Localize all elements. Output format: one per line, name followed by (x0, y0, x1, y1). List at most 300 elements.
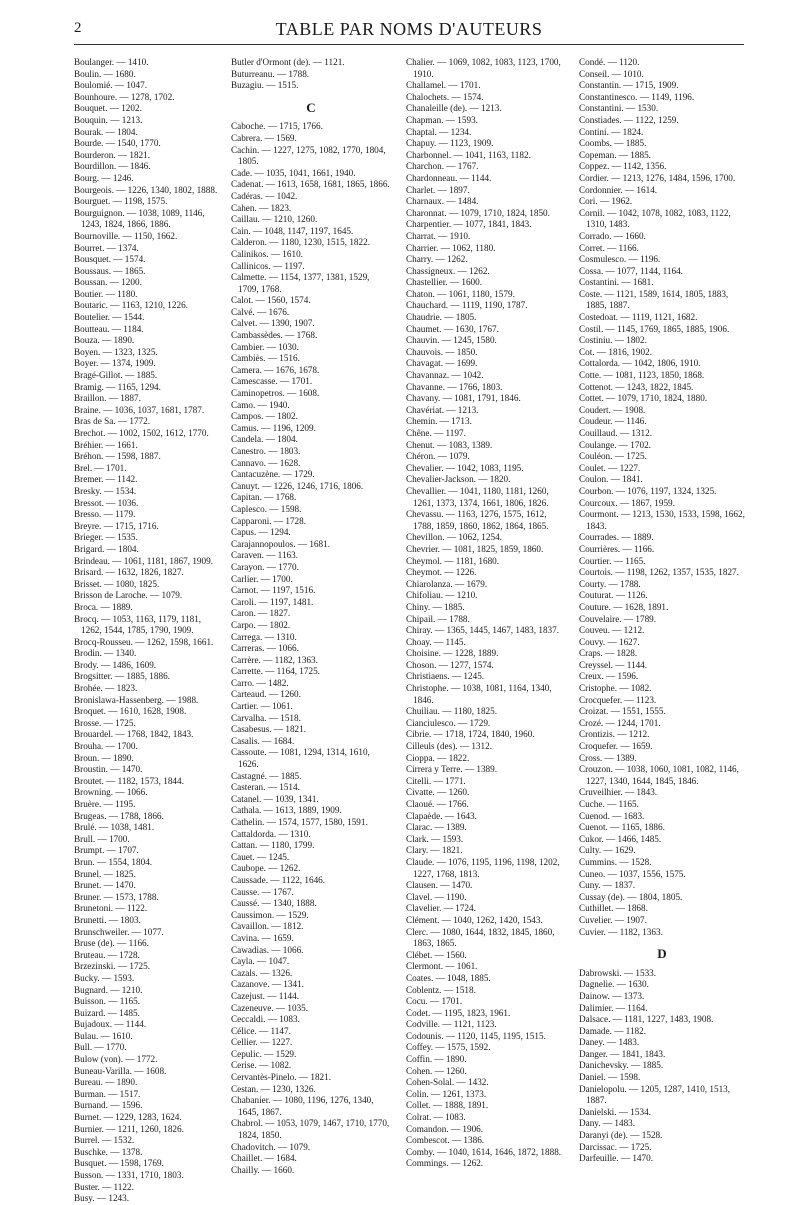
index-entry: Cornil. — 1042, 1078, 1082, 1083, 1122, 1310, 1483. (579, 207, 731, 230)
index-entry: Chavannaz. — 1042. (406, 370, 484, 381)
index-entry: Clapaède. — 1643. (406, 810, 477, 821)
index-entry: Cross. — 1389. (579, 752, 637, 763)
index-entry: Courtois. — 1198, 1262, 1357, 1535, 1827. (579, 567, 739, 578)
index-entry: Bull. — 1770. (74, 1042, 127, 1053)
index-entry: Boyer. — 1374, 1909. (74, 358, 156, 369)
index-entry: Cavina. — 1659. (231, 932, 294, 943)
index-entry: Chavany. — 1081, 1791, 1846. (406, 393, 521, 404)
index-entry: Constantini. — 1530. (579, 103, 659, 114)
index-entry: Cadéras. — 1042. (231, 190, 298, 201)
index-entry: Burrel. — 1532. (74, 1135, 135, 1146)
index-entry: Candela. — 1804. (231, 434, 298, 445)
index-entry: Courrades. — 1889. (579, 532, 654, 543)
index-entry: Brindeau. — 1061, 1181, 1867, 1909. (74, 555, 213, 566)
index-entry: Coste. — 1121, 1589, 1614, 1805, 1883, 1885, 1887. (579, 288, 729, 311)
index-entry: Breyre. — 1715, 1716. (74, 520, 159, 531)
index-entry: Coblentz. — 1518. (406, 984, 476, 995)
index-entry: Dalsace. — 1181, 1227, 1483, 1908. (579, 1014, 714, 1025)
index-entry: Callinicos. — 1197. (231, 260, 305, 271)
index-entry: Chavanne. — 1766, 1803. (406, 381, 503, 392)
index-entry: Chêne. — 1197. (406, 428, 466, 438)
index-entry: Cuvier. — 1182, 1363. (579, 926, 663, 937)
index-entry: Carteaud. — 1260. (231, 689, 301, 700)
index-entry: Canestro. — 1803. (231, 446, 301, 456)
index-entry: Canuyt. — 1226, 1246, 1716, 1806. (231, 480, 364, 491)
index-entry: Cambiès. — 1516. (231, 353, 300, 364)
index-entry: Cuvelier. — 1907. (579, 914, 647, 925)
index-entry: Cristophe. — 1082. (579, 683, 652, 694)
index-entry: Chaptal. — 1234. (406, 126, 472, 137)
index-entry: Brodin. — 1340. (74, 648, 137, 659)
index-entry: Caroli. — 1197, 1481. (231, 596, 314, 607)
index-entry: Cottet. — 1079, 1710, 1824, 1880. (579, 393, 708, 404)
index-entry: Bressot. — 1036. (74, 497, 139, 508)
index-entry: Broustin. — 1470. (74, 764, 143, 775)
index-entry: Carvalha. — 1518. (231, 712, 301, 723)
index-entry: Couvy. — 1627. (579, 636, 640, 647)
index-entry: Cassoute. — 1081, 1294, 1314, 1610, 1626. (231, 747, 370, 770)
index-entry: Coudeur. — 1146. (579, 416, 647, 427)
index-entry: Chenut. — 1083, 1389. (406, 439, 493, 450)
index-entry: Cori. — 1962. (579, 196, 633, 207)
index-entry: Collet. — 1888, 1891. (406, 1100, 489, 1111)
index-entry: Calvet. — 1390, 1907. (231, 318, 315, 329)
header-rule (74, 44, 744, 45)
index-entry: Cachin. — 1227, 1275, 1082, 1770, 1804, 1805. (231, 144, 386, 167)
index-entry: Citelli. — 1771. (406, 775, 466, 786)
index-entry: Carpo. — 1802. (231, 619, 291, 630)
index-entry: Cavaillon. — 1812. (231, 921, 304, 932)
index-entry: Caubope. — 1262. (231, 863, 301, 874)
index-entry: Carreras. — 1066. (231, 643, 299, 654)
index-entry: Brocq-Rousseu. — 1262, 1598, 1661. (74, 636, 214, 647)
index-entry: Clark. — 1593. (406, 833, 464, 844)
index-entry: Cattan. — 1180, 1799. (231, 840, 315, 851)
index-entry: Codville. — 1121, 1123. (406, 1019, 497, 1030)
index-entry: Clavelier. — 1724. (406, 903, 476, 914)
index-entry: Cruveilhier. — 1843. (579, 787, 658, 798)
index-entry: Bréhon. — 1598, 1887. (74, 451, 161, 462)
index-entry: Chassigneux. — 1262. (406, 265, 490, 276)
index-entry: Courty. — 1788. (579, 578, 641, 589)
index-entry: Cawadias. — 1066. (231, 944, 304, 955)
index-entry: Bresso. — 1179. (74, 509, 136, 520)
index-entry: Calot. — 1560, 1574. (231, 295, 311, 306)
index-entry: Chabrol. — 1053, 1079, 1467, 1710, 1770, 1824, 1850. (231, 1118, 390, 1141)
index-entry: Capitan. — 1768. (231, 492, 297, 503)
index-entry: Crozé. — 1244, 1701. (579, 717, 661, 728)
index-entry: Chipail. — 1788. (406, 613, 470, 624)
index-entry: Butler d'Ormont (de). — 1121. (231, 57, 345, 67)
index-entry: Croizat. — 1551, 1555. (579, 706, 666, 717)
index-entry: Charrat. — 1910. (406, 230, 471, 241)
index-entry: Danichevsky. — 1885. (579, 1060, 664, 1071)
index-entry: Camera. — 1676, 1678. (231, 364, 320, 375)
index-entry: Bounhoure. — 1278, 1702. (74, 91, 175, 102)
index-entry: Cuthillet. — 1868. (579, 903, 648, 914)
index-entry: Charry. — 1262. (406, 254, 468, 265)
index-entry: Darfeuille. — 1470. (579, 1153, 653, 1164)
section-letter: D (657, 946, 667, 962)
index-entry: Calmette. — 1154, 1377, 1381, 1529, 1709, 1768. (231, 272, 370, 294)
index-entry: Broquet. — 1610, 1628, 1908. (74, 706, 187, 717)
index-entry: Bousquet. — 1574. (74, 254, 146, 265)
index-entry: Bronislawa-Hassenberg. — 1988. (74, 694, 199, 705)
index-entry: Brisset. — 1080, 1825. (74, 578, 160, 589)
index-entry: Conseil. — 1010. (579, 68, 644, 79)
index-entry: Brisson de Laroche. — 1079. (74, 590, 183, 601)
index-entry: Cayla. — 1047. (231, 956, 290, 967)
index-entry: Cot. — 1816, 1902. (579, 346, 652, 357)
index-entry: Broca. — 1889. (74, 601, 133, 612)
index-entry: Brulé. — 1038, 1481. (74, 822, 155, 833)
index-entry: Brunetoni. — 1122. (74, 903, 148, 914)
index-entry: Braillon. — 1887. (74, 393, 141, 404)
index-entry: Comandon. — 1906. (406, 1123, 484, 1134)
index-entry: Bulow (von). — 1772. (74, 1054, 158, 1065)
index-entry: Contini. — 1824. (579, 126, 644, 137)
index-entry: Chuiliau. — 1180, 1825. (406, 706, 498, 717)
index-entry: Casalis. — 1684. (231, 735, 295, 746)
index-entry: Chauvin. — 1245, 1580. (406, 335, 497, 346)
index-entry: Choson. — 1277, 1574. (406, 659, 494, 670)
index-entry: Chadovitch. — 1079. (231, 1141, 311, 1152)
index-entry: Crocquefer. — 1123. (579, 694, 657, 705)
index-entry: Cummins. — 1528. (579, 856, 652, 867)
index-entry: Dagnelie. — 1630. (579, 979, 649, 990)
index-entry: Buturreanu. — 1788. (231, 68, 310, 79)
index-entry: Constantin. — 1715, 1909. (579, 80, 679, 91)
index-entry: Brieger. — 1535. (74, 532, 138, 543)
index-entry: Corret. — 1166. (579, 242, 639, 253)
index-entry: Cambier. — 1030. (231, 341, 299, 352)
index-entry: Buschke. — 1378. (74, 1146, 143, 1157)
index-entry: Condé. — 1120. (579, 57, 640, 67)
index-entry: Constantinesco. — 1149, 1196. (579, 91, 695, 102)
index-entry: Chavériat. — 1213. (406, 404, 479, 415)
index-entry: Cazeneuve. — 1035. (231, 1002, 309, 1013)
index-entry: Coudert. — 1908. (579, 404, 646, 415)
index-entry: Bruner. — 1573, 1788. (74, 891, 159, 902)
index-entry: Costiniu. — 1802. (579, 335, 647, 346)
index-entry: Cazals. — 1326. (231, 967, 293, 978)
index-entry: Chaumet. — 1630, 1767. (406, 323, 499, 334)
index-entry: Crouzon. — 1038, 1060, 1081, 1082, 1146, 1227, 1340, 1644, 1845, 1846. (579, 764, 739, 786)
index-entry: Calvé. — 1676. (231, 306, 290, 317)
index-entry: Bourde. — 1540, 1770. (74, 138, 161, 149)
index-entry: Cukor. — 1466, 1485. (579, 833, 662, 844)
index-entry: Cibrie. — 1718, 1724, 1840, 1960. (406, 729, 535, 740)
index-entry: Boulomié. — 1047. (74, 80, 147, 91)
index-entry: Cahen. — 1823. (231, 202, 292, 213)
index-entry: Carrette. — 1164, 1725. (231, 666, 320, 677)
index-entry: Constiades. — 1122, 1259. (579, 114, 679, 125)
index-entry: Chastellier. — 1600. (406, 277, 483, 288)
index-entry: Casabesus. — 1821. (231, 724, 307, 735)
index-entry: Cottalorda. — 1042, 1806, 1910. (579, 358, 701, 369)
index-entry: Buzagiu. — 1515. (231, 80, 299, 91)
index-entry: Cade. — 1035, 1041, 1661, 1940. (231, 167, 356, 178)
index-entry: Brigard. — 1804. (74, 543, 139, 554)
index-entry: Dabrowski. — 1533. (579, 967, 657, 978)
index-entry: Cianciulesco. — 1729. (406, 717, 491, 728)
index-entry: Cheymol. — 1181, 1680. (406, 555, 500, 566)
index-entry: Damade. — 1182. (579, 1025, 647, 1036)
index-entry: Cauet. — 1245. (231, 851, 290, 862)
index-entry: Chevalier-Jackson. — 1820. (406, 474, 511, 485)
index-entry: Bourdillon. — 1846. (74, 161, 151, 172)
index-entry: Clermont. — 1061. (406, 961, 478, 972)
index-entry: Charbonnel. — 1041, 1163, 1182. (406, 149, 531, 160)
index-entry: Camescasse. — 1701. (231, 376, 313, 387)
index-entry: Cepulic. — 1529. (231, 1048, 297, 1059)
index-entry: Creyssel. — 1144. (579, 659, 648, 670)
index-entry: Buisson. — 1165. (74, 996, 141, 1007)
index-entry: Broun. — 1890. (74, 752, 134, 763)
index-entry: Brohée. — 1823. (74, 683, 138, 694)
index-entry: Chifoliau. — 1210. (406, 590, 478, 601)
index-entry: Cirrera y Terre. — 1389. (406, 764, 498, 775)
index-entry: Bréhier. — 1661. (74, 439, 138, 450)
index-entry: Caboche. — 1715, 1766. (231, 121, 323, 132)
index-entry: Bourak. — 1804. (74, 126, 138, 137)
index-entry: Daranyi (de). — 1528. (579, 1130, 663, 1141)
index-entry: Croquefer. — 1659. (579, 741, 653, 752)
index-entry: Chaudrie. — 1805. (406, 312, 477, 323)
index-entry: Couléon. — 1725. (579, 451, 647, 462)
index-entry: Codet. — 1195, 1823, 1961. (406, 1007, 511, 1018)
index-entry: Claoué. — 1766. (406, 799, 469, 809)
index-entry: Codounis. — 1120, 1145, 1195, 1515. (406, 1030, 546, 1041)
index-entry: Bragé-Gillot. — 1885. (74, 370, 158, 381)
index-entry: Cohen-Solal. — 1432. (406, 1077, 489, 1088)
index-entry: Daney. — 1483. (579, 1037, 640, 1048)
index-entry: Chauvois. — 1850. (406, 346, 478, 357)
index-entry: Carrega. — 1310. (231, 631, 297, 642)
index-entry: Dany. — 1483. (579, 1118, 636, 1129)
index-entry: Cannavo. — 1628. (231, 457, 301, 468)
index-entry: Commings. — 1262. (406, 1158, 484, 1169)
index-entry: Buneau-Varilla. — 1608. (74, 1065, 167, 1076)
index-entry: Boulanger. — 1410. (74, 57, 149, 67)
index-entry: Christophe. — 1038, 1081, 1164, 1340, 1846. (406, 683, 552, 705)
index-entry: Buster. — 1122. (74, 1181, 134, 1192)
index-entry: Bureau. — 1890. (74, 1077, 138, 1088)
index-entry: Civatte. — 1260. (406, 787, 470, 798)
index-entry: Chaton. — 1061, 1180, 1579. (406, 288, 515, 299)
index-entry: Darcissac. — 1725. (579, 1141, 652, 1152)
index-entry: Dainow. — 1373. (579, 990, 645, 1001)
index-entry: Browning. — 1066. (74, 787, 148, 798)
index-entry: Capparoni. — 1728. (231, 515, 307, 526)
index-entry: Chevillon. — 1062, 1254. (406, 532, 502, 543)
index-entry: Boussan. — 1200. (74, 277, 142, 288)
index-entry: Brun. — 1554, 1804. (74, 856, 153, 867)
index-entry: Chiny. — 1885. (406, 601, 465, 612)
index-entry: Carro. — 1482. (231, 677, 289, 688)
index-entry: Cordonnier. — 1614. (579, 184, 658, 195)
index-entry: Ceccaldi. — 1083. (231, 1014, 300, 1025)
index-entry: Craps. — 1828. (579, 648, 638, 659)
index-entry: Brunel. — 1825. (74, 868, 136, 879)
index-entry: Cuenot. — 1165, 1886. (579, 822, 665, 833)
index-entry: Corrado. — 1660. (579, 230, 646, 241)
index-entry: Brumpt. — 1707. (74, 845, 139, 856)
index-entry: Claude. — 1076, 1195, 1196, 1198, 1202, 1227, 1768, 1813. (406, 856, 560, 879)
index-entry: Couture. — 1628, 1891. (579, 601, 669, 612)
index-entry: Couveu. — 1212. (579, 625, 645, 636)
index-entry: Caraven. — 1163. (231, 550, 299, 561)
index-entry: Cabrera. — 1569. (231, 132, 297, 143)
index-entry: Brunetti. — 1803. (74, 914, 141, 925)
index-entry: Bresky. — 1534. (74, 485, 137, 496)
index-entry: Chapuy. — 1123, 1909. (406, 138, 494, 149)
index-entry: Cocu. — 1701. (406, 996, 463, 1007)
index-entry: Busquet. — 1598, 1769. (74, 1158, 164, 1169)
index-entry: Cellier. — 1227. (231, 1037, 293, 1048)
index-entry: Bourguignon. — 1038, 1089, 1146, 1243, 1824, 1866, 1886. (74, 207, 205, 230)
index-entry: Campos. — 1802. (231, 411, 298, 422)
index-entry: Clavel. — 1190. (406, 891, 467, 902)
index-entry: Brouardel. — 1768, 1842, 1843. (74, 729, 194, 740)
index-entry: Brunet. — 1470. (74, 880, 136, 891)
index-entry: Cheymot. — 1226. (406, 567, 477, 578)
index-entry: Chemin. — 1713. (406, 416, 472, 427)
index-entry: Burnier. — 1211, 1260, 1826. (74, 1123, 184, 1134)
index-entry: Brel. — 1701. (74, 462, 127, 473)
index-entry: Chevallier. — 1041, 1180, 1181, 1260, 1261, 1373, 1374, 1661, 1806, 1826. (406, 485, 549, 508)
index-entry: Bramig. — 1165, 1294. (74, 381, 161, 392)
index-entry: Colrat. — 1083. (406, 1112, 466, 1123)
index-entry: Brosse. — 1725. (74, 717, 136, 728)
index-entry: Cattaldorda. — 1310. (231, 828, 311, 839)
index-entry: Cain. — 1048, 1147, 1197, 1645. (231, 225, 354, 236)
index-entry: Burman. — 1517. (74, 1088, 141, 1099)
index-entry: Danielski. — 1534. (579, 1106, 651, 1117)
index-entry: Busy. — 1243. (74, 1193, 130, 1204)
index-entry: Chéron. — 1079. (406, 451, 470, 462)
index-entry: Carayon. — 1770. (231, 561, 299, 572)
index-entry: Couturat. — 1126. (579, 590, 648, 601)
index-entry: Coppez. — 1142, 1356. (579, 161, 667, 172)
index-entry: Boutier. — 1180. (74, 288, 138, 299)
index-entry: Culty. — 1629. (579, 845, 636, 856)
index-entry: Causse. — 1767. (231, 886, 294, 897)
index-entry: Camus. — 1196, 1209. (231, 422, 316, 433)
index-entry: Clary. — 1821. (406, 845, 463, 856)
page-number: 2 (74, 20, 82, 36)
page-title: TABLE PAR NOMS D'AUTEURS (275, 19, 543, 39)
index-entry: Courmont. — 1213, 1530, 1533, 1598, 1662, 1843. (579, 509, 745, 531)
index-entry: Célice. — 1147. (231, 1025, 291, 1036)
index-entry: Cossa. — 1077, 1144, 1164. (579, 265, 683, 276)
index-entry: Chavagat. — 1699. (406, 358, 478, 369)
index-entry: Burnand. — 1596. (74, 1100, 143, 1111)
index-entry: Coates. — 1048, 1885. (406, 972, 491, 983)
index-column-4 (579, 57, 745, 1165)
index-entry: Charonnat. — 1079, 1710, 1824, 1850. (406, 207, 550, 218)
index-entry: Couillaud. — 1312. (579, 428, 652, 438)
index-entry: Combescot. — 1386. (406, 1135, 485, 1146)
index-entry: Chalier. — 1069, 1082, 1083, 1123, 1700, 1910. (406, 57, 561, 79)
section-letter: C (306, 99, 316, 115)
index-entry: Chailly. — 1660. (231, 1164, 295, 1175)
index-entry: Cotte. — 1081, 1123, 1850, 1868. (579, 370, 705, 381)
index-entry: Cathelin. — 1574, 1577, 1580, 1591. (231, 817, 368, 827)
index-entry: Chaillet. — 1684. (231, 1153, 297, 1164)
index-entry: Casteran. — 1514. (231, 782, 300, 793)
index-entry: Cadenat. — 1613, 1658, 1681, 1865, 1866. (231, 179, 390, 190)
index-entry: Chabanier. — 1080, 1196, 1276, 1340, 1645, 1867. (231, 1095, 374, 1117)
index-entry: Bourret. — 1374. (74, 242, 139, 253)
index-entry: Cuny. — 1837. (579, 880, 636, 891)
index-entry: Charpentier. — 1077, 1841, 1843. (406, 219, 532, 230)
index-entry: Cartier. — 1061. (231, 701, 293, 712)
index-entry: Bourguet. — 1198, 1575. (74, 196, 168, 207)
index-entry: Daniel. — 1598. (579, 1072, 641, 1083)
index-entry: Capus. — 1294. (231, 527, 291, 538)
index-entry: Brogsitter. — 1885, 1886. (74, 671, 170, 682)
index-entry: Courcoux. — 1867, 1959. (579, 497, 675, 508)
index-entry: Bouquin. — 1213. (74, 114, 143, 125)
index-entry: Carrère. — 1182, 1363. (231, 654, 318, 665)
index-entry: Christiaens. — 1245. (406, 671, 485, 682)
index-entry: Couvelaire. — 1789. (579, 613, 657, 624)
index-entry: Coulange. — 1702. (579, 439, 651, 450)
index-entry: Carajannopoulos. — 1681. (231, 538, 331, 549)
index-entry: Bujadoux. — 1144. (74, 1019, 147, 1030)
index-entry: Courtier. — 1165. (579, 555, 646, 566)
index-entry: Cazanove. — 1341. (231, 979, 304, 990)
index-entry: Danger. — 1841, 1843. (579, 1048, 666, 1059)
index-entry: Castagné. — 1885. (231, 770, 302, 781)
index-entry: Bouza. — 1890. (74, 335, 135, 346)
index-entry: Cazejust. — 1144. (231, 990, 300, 1001)
index-entry: Cuneo. — 1037, 1556, 1575. (579, 868, 686, 879)
index-entry: Bruteau. — 1728. (74, 949, 140, 960)
index-entry: Coffey. — 1575, 1592. (406, 1042, 491, 1053)
index-entry: Bourderon. — 1821. (74, 149, 151, 160)
index-entry: Brocq. — 1053, 1163, 1179, 1181, 1262, 1544, 1785, 1790, 1909. (74, 613, 202, 636)
index-entry: Bremer. — 1142. (74, 474, 138, 485)
index-entry: Carnot. — 1197, 1516. (231, 585, 316, 596)
index-entry: Comby. — 1040, 1614, 1646, 1872, 1888. (406, 1146, 562, 1157)
index-entry: Cilleuls (des). — 1312. (406, 741, 492, 752)
index-entry: Carlier. — 1700. (231, 573, 293, 584)
index-entry: Danielopolu. — 1205, 1287, 1410, 1513, 1887. (579, 1083, 731, 1106)
index-entry: Copeman. — 1885. (579, 149, 651, 160)
index-entry: Burnet. — 1229, 1283, 1624. (74, 1112, 182, 1123)
index-entry: Boyen. — 1323, 1325. (74, 346, 158, 357)
index-entry: Costil. — 1145, 1769, 1865, 1885, 1906. (579, 323, 730, 334)
index-entry: Choisine. — 1228, 1889. (406, 648, 499, 659)
page-header (74, 18, 744, 40)
index-entry: Broutet. — 1182, 1573, 1844. (74, 775, 184, 786)
index-entry: Boussaus. — 1865. (74, 265, 146, 276)
index-entry: Brzezinski. — 1725. (74, 961, 151, 972)
index-entry: Cestan. — 1230, 1326. (231, 1083, 316, 1094)
index-entry: Cioppa. — 1822. (406, 752, 470, 763)
index-entry: Dalimier. — 1164. (579, 1002, 648, 1013)
index-entry: Cuenod. — 1683. (579, 810, 645, 821)
index-entry: Chanaleille (de). — 1213. (406, 103, 502, 114)
index-entry: Caussé. — 1340, 1888. (231, 898, 317, 909)
index-entry: Clausen. — 1470. (406, 880, 473, 891)
index-entry: Brouha. — 1700. (74, 741, 138, 752)
index-entry: Cohen. — 1260. (406, 1065, 467, 1076)
index-entry: Buizard. — 1485. (74, 1007, 140, 1018)
index-entry: Cerise. — 1082. (231, 1060, 292, 1071)
